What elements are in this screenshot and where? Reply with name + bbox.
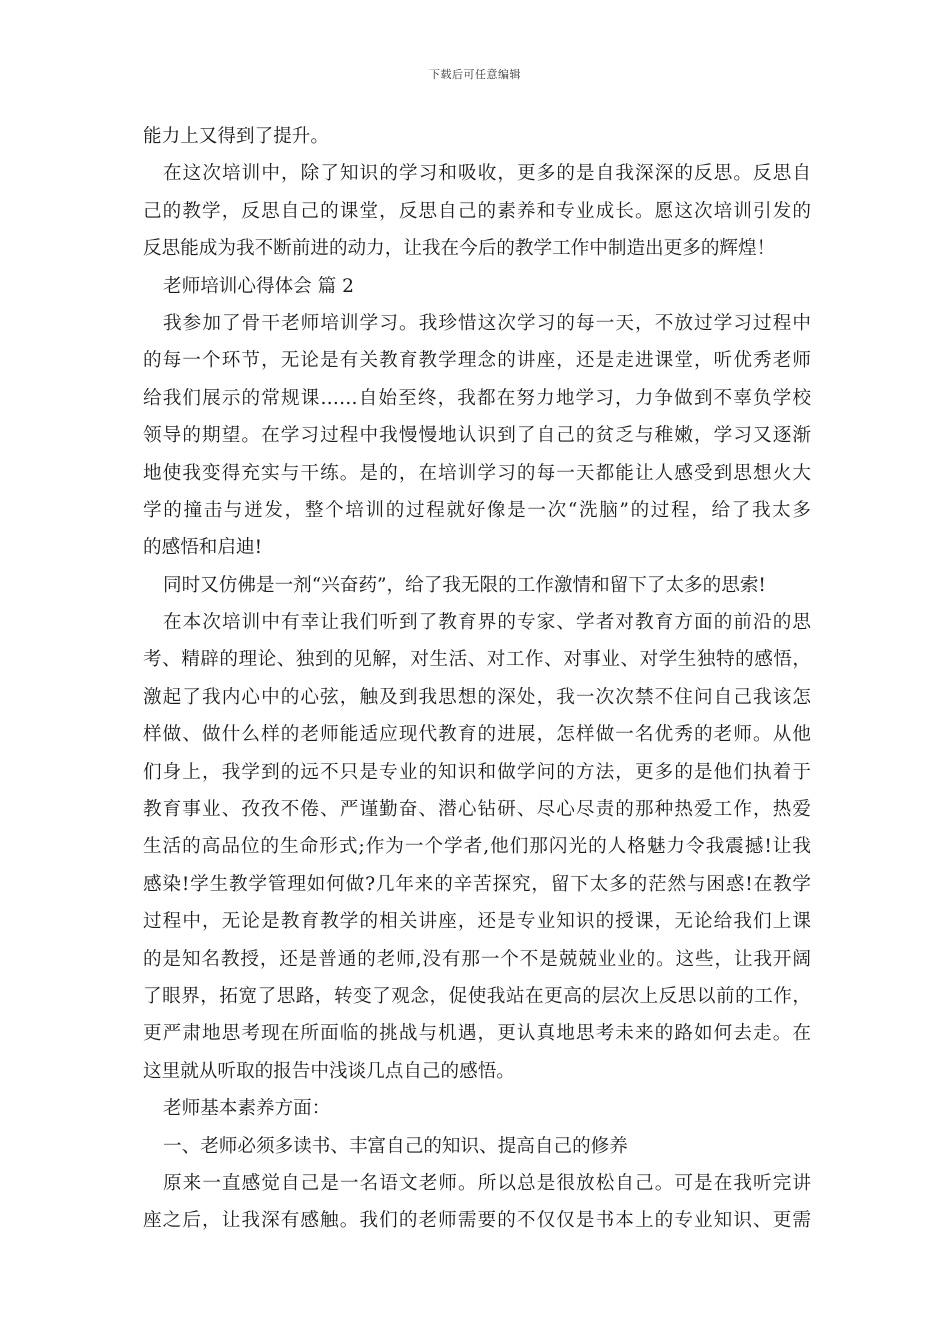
text-line: 生活的高品位的生命形式;作为一个学者,他们那闪光的人格魅力令我震撼!让我 bbox=[143, 836, 811, 858]
text-line: 感染!学生教学管理如何做?几年来的辛苦探究，留下太多的茫然与困惑!在教学 bbox=[143, 873, 811, 895]
text-line: 反思能成为我不断前进的动力，让我在今后的教学工作中制造出更多的辉煌！ bbox=[143, 238, 776, 260]
text-line: 激起了我内心中的心弦，触及到我思想的深处，我一次次禁不住问自己我该怎 bbox=[143, 686, 811, 708]
text-line: 了眼界，拓宽了思路，转变了观念，促使我站在更高的层次上反思以前的工作， bbox=[143, 985, 811, 1007]
text-line: 的感悟和启迪! bbox=[143, 537, 263, 559]
text-line: 领导的期望。在学习过程中我慢慢地认识到了自己的贫乏与稚嫩，学习又逐渐 bbox=[143, 425, 811, 447]
text-line: 们身上，我学到的远不只是专业的知识和做学问的方法，更多的是他们执着于 bbox=[143, 761, 811, 783]
text-line: 己的教学，反思自己的课堂，反思自己的素养和专业成长。愿这次培训引发的 bbox=[143, 200, 811, 222]
text-line: 的是知名教授，还是普通的老师,没有那一个不是兢兢业业的。这些，让我开阔 bbox=[143, 948, 811, 970]
text-line: 一、老师必须多读书、丰富自己的知识、提高自己的修养 bbox=[163, 1135, 628, 1157]
text-line: 在这次培训中，除了知识的学习和吸收，更多的是自我深深的反思。反思自 bbox=[163, 163, 811, 185]
text-line: 给我们展示的常规课……自始至终，我都在努力地学习，力争做到不辜负学校 bbox=[143, 387, 811, 409]
text-line: 老师培训心得体会 篇 2 bbox=[163, 275, 354, 297]
text-line: 原来一直感觉自己是一名语文老师。所以总是很放松自己。可是在我听完讲 bbox=[163, 1172, 811, 1194]
text-line: 座之后，让我深有感触。我们的老师需要的不仅仅是书本上的专业知识、更需 bbox=[143, 1210, 811, 1232]
text-line: 同时又仿佛是一剂“兴奋药”，给了我无限的工作激情和留下了太多的思索! bbox=[163, 574, 766, 596]
document-body bbox=[143, 118, 811, 1240]
text-line: 过程中，无论是教育教学的相关讲座，还是专业知识的授课，无论给我们上课 bbox=[143, 911, 811, 933]
page-header: 下载后可任意编辑 bbox=[429, 68, 521, 81]
text-line: 这里就从听取的报告中浅谈几点自己的感悟。 bbox=[143, 1060, 515, 1082]
text-line: 更严肃地思考现在所面临的挑战与机遇，更认真地思考未来的路如何去走。在 bbox=[143, 1023, 811, 1045]
text-line: 样做、做什么样的老师能适应现代教育的进展，怎样做一名优秀的老师。从他 bbox=[143, 724, 811, 746]
text-line: 教育事业、孜孜不倦、严谨勤奋、潜心钻研、尽心尽责的那种热爱工作，热爱 bbox=[143, 799, 811, 821]
text-line: 学的撞击与迸发，整个培训的过程就好像是一次“洗脑”的过程，给了我太多 bbox=[143, 499, 811, 521]
text-line: 能力上又得到了提升。 bbox=[143, 126, 329, 147]
text-line: 我参加了骨干老师培训学习。我珍惜这次学习的每一天，不放过学习过程中 bbox=[163, 312, 811, 334]
text-line: 考、精辟的理论、独到的见解，对生活、对工作、对事业、对学生独特的感悟， bbox=[143, 649, 811, 671]
text-line: 地使我变得充实与干练。是的，在培训学习的每一天都能让人感受到思想火大 bbox=[143, 462, 811, 484]
text-line: 的每一个环节，无论是有关教育教学理念的讲座，还是走进课堂，听优秀老师 bbox=[143, 350, 811, 372]
text-line: 在本次培训中有幸让我们听到了教育界的专家、学者对教育方面的前沿的思 bbox=[163, 612, 811, 634]
text-line: 老师基本素养方面： bbox=[163, 1098, 331, 1120]
